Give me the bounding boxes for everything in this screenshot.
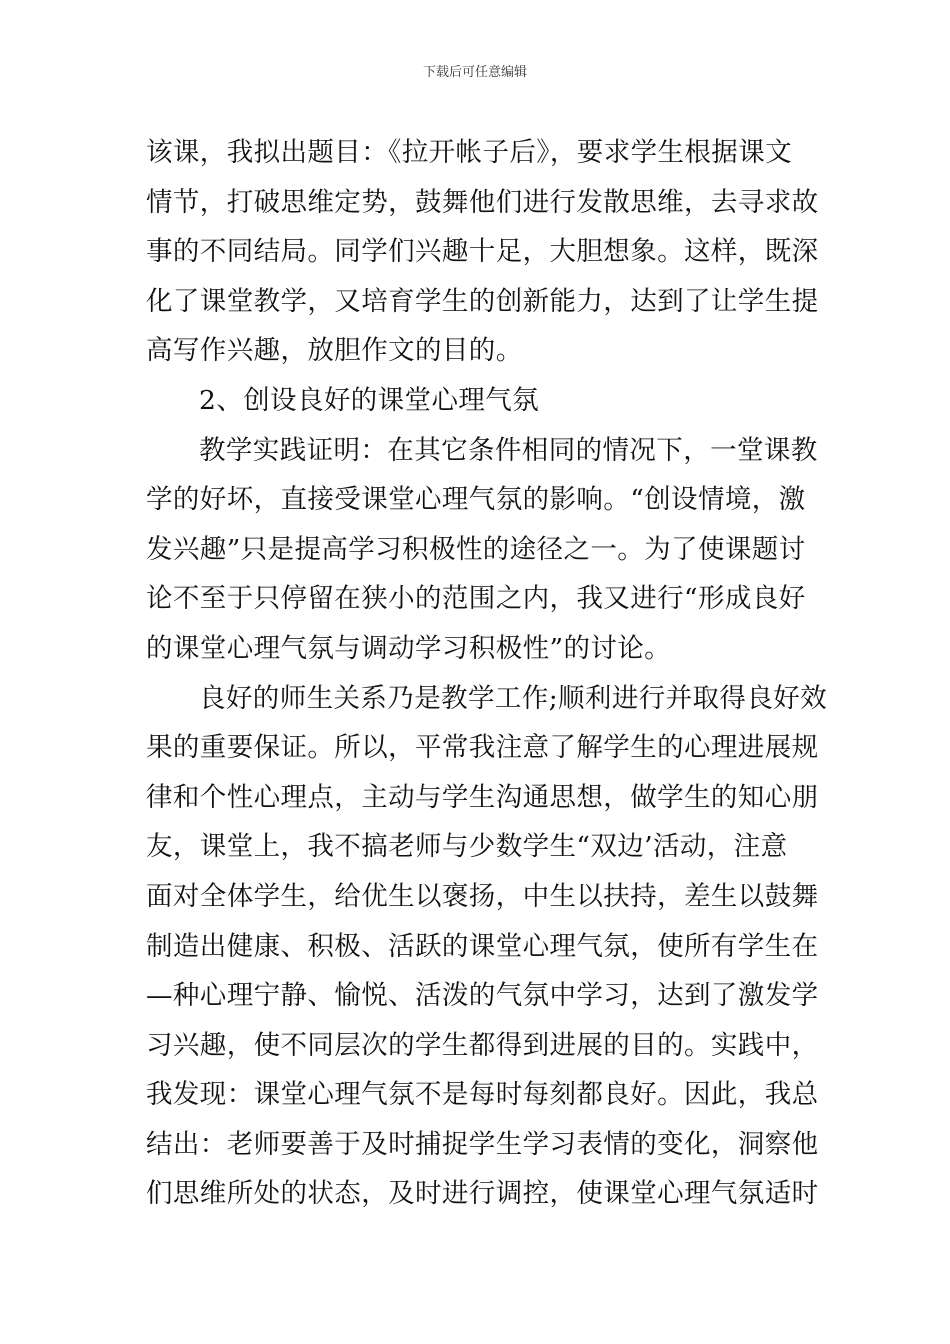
text-line: 们思维所处的状态，及时进行调控，使课堂心理气氛适时 — [146, 1178, 819, 1210]
text-line: 律和个性心理点，主动与学生沟通思想，做学生的知心朋 — [146, 781, 819, 813]
text-line: 论不至于只停留在狭小的范围之内，我又进行“形成良好 — [146, 583, 806, 615]
text-line: —种心理宁静、愉悦、活泼的气氛中学习，达到了激发学 — [146, 980, 819, 1012]
text-line: 我发现：课堂心理气氛不是每时每刻都良好。因此，我总 — [146, 1079, 819, 1111]
text-line: 良好的师生关系乃是教学工作;顺利进行并取得良好效 — [199, 682, 828, 714]
text-line: 果的重要保证。所以，平常我注意了解学生的心理进展规 — [146, 732, 819, 764]
document-body — [146, 128, 828, 1219]
text-line: 结出：老师要善于及时捕捉学生学习表情的变化，洞察他 — [146, 1128, 819, 1160]
text-line: 发兴趣”只是提高学习积极性的途径之一。为了使课题讨 — [146, 533, 806, 565]
text-line: 高写作兴趣，放胆作文的目的。 — [146, 335, 523, 367]
text-line: 面对全体学生，给优生以褒扬，中生以扶持，差生以鼓舞 — [146, 880, 819, 912]
text-line: 制造出健康、积极、活跃的课堂心理气氛，使所有学生在 — [146, 930, 819, 962]
text-line: 友，课堂上，我不搞老师与少数学生“双边’活动，注意 — [146, 831, 788, 863]
section-heading: 2、创设良好的课堂心理气氛 — [199, 384, 540, 416]
text-line: 该课，我拟出题目：《拉开帐子后》，要求学生根据课文 — [146, 137, 792, 168]
text-line: 事的不同结局。同学们兴趣十足，大胆想象。这样，既深 — [146, 236, 819, 268]
text-line: 学的好坏，直接受课堂心理气氛的影响。“创设情境，激 — [146, 484, 806, 516]
text-line: 习兴趣，使不同层次的学生都得到进展的目的。实践中， — [146, 1029, 819, 1061]
text-line: 情节，打破思维定势，鼓舞他们进行发散思维，去寻求故 — [146, 186, 819, 218]
text-line: 的课堂心理气氛与调动学习积极性”的讨论。 — [146, 632, 672, 664]
text-line: 教学实践证明：在其它条件相同的情况下，一堂课教 — [199, 434, 818, 466]
page-header: 下载后可任意编辑 — [422, 65, 527, 80]
text-line: 化了课堂教学，又培育学生的创新能力，达到了让学生提 — [146, 285, 819, 317]
